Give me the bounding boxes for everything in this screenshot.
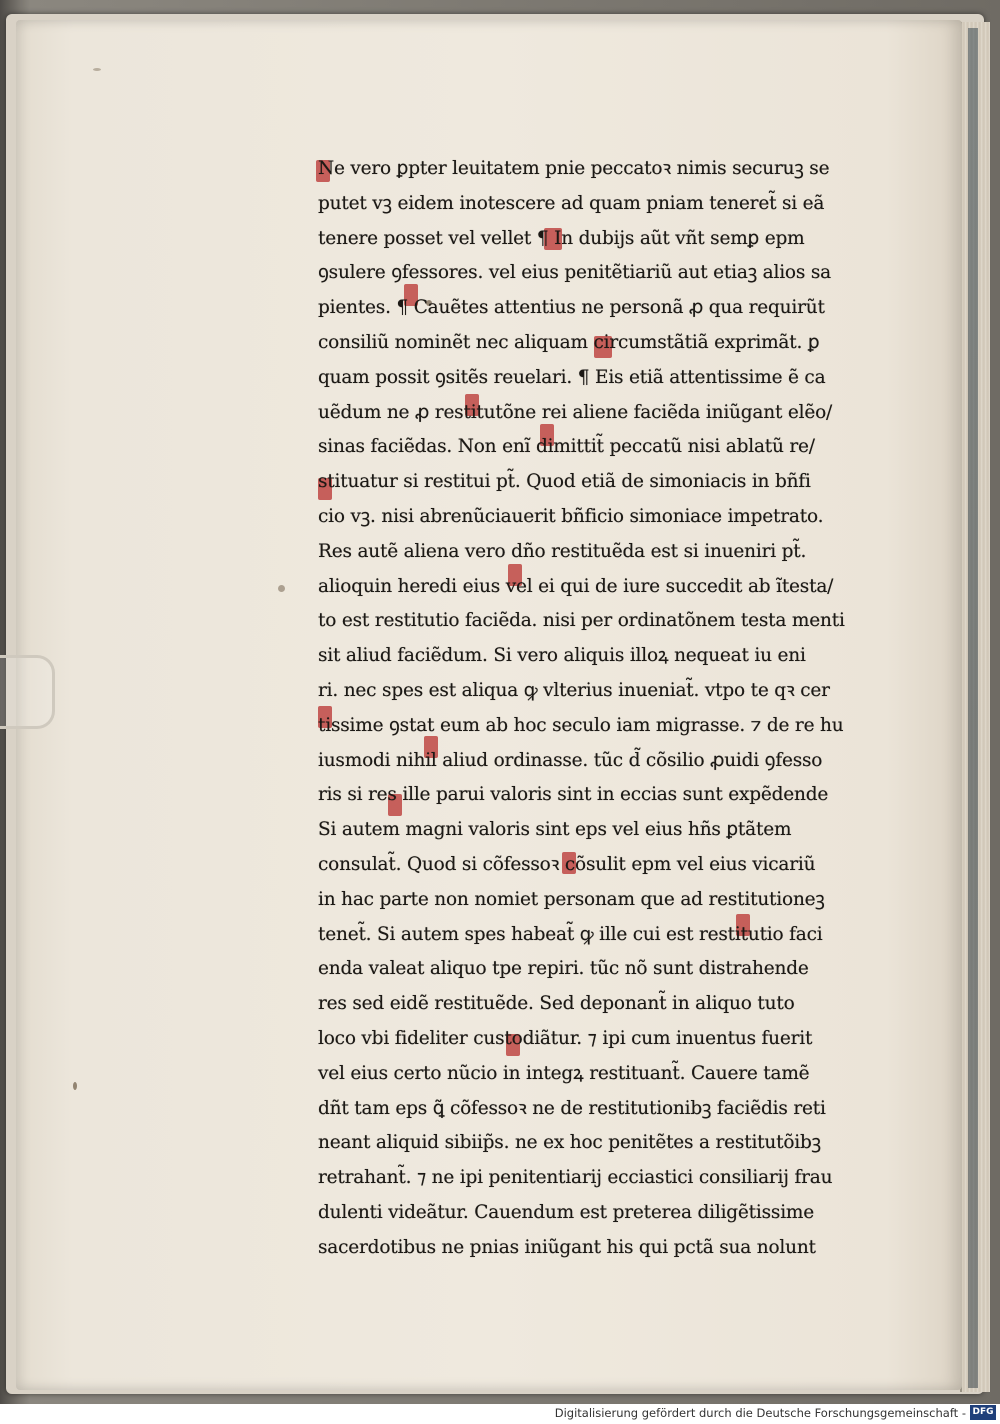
text-line: to est restitutio faciẽda. nisi per ordinatõnem testa menti [318,610,845,632]
text-line: Ne vero ꝑpter leuitatem pnie peccatoꝛ nimis securuꝫ se [318,158,830,179]
text-line: quam possit ꝯsitẽs reuelari. ¶ Eis etiã attentissime ẽ ca [318,366,826,388]
text-line: retrahant̃. ⁊ ne ipi penitentiarij ecciastici consiliarij frau [318,1167,833,1189]
text-line: ꝯsulere ꝯfessores. vel eius penitẽtiariũ aut etiaꝫ alios sa [318,262,831,284]
text-line: neant aliquid sibiip̃s. ne ex hoc penitẽtes a restitutõibꝫ [318,1132,821,1154]
text-line: stituatur si restitui pt̃. Quod etiã de simoniacis in bñfi [318,471,811,493]
text-line: sacerdotibus ne pnias iniũgant his qui pctã sua nolunt [318,1236,816,1258]
text-line: sit aliud faciẽdum. Si vero aliquis illoꝝ nequeat iu eni [318,645,806,667]
text-line: iusmodi nihil aliud ordinasse. tũc d̃ cõsilio ꝓuidi ꝯfesso [318,749,823,771]
text-line: cio vꝫ. nisi abrenũciauerit bñficio simoniace impetrato. [318,505,824,527]
text-line: dñt tam eps ꝗ̃ cõfessoꝛ ne de restitutionibꝫ faciẽdis reti [318,1097,826,1119]
text-line: tissime ꝯstat eum ab hoc seculo iam migrasse. ⁊ de re hu [318,714,844,736]
binding-shadow [968,28,978,1388]
text-line: res sed eidẽ restituẽde. Sed deponant̃ in aliquo tuto [318,993,795,1015]
text-line: Si autem magni valoris sint eps vel eius hñs ꝑtãtem [318,819,792,841]
paper-speck [278,585,285,592]
text-line: vel eius certo nũcio in integꝝ restituant̃. Cauere tamẽ [318,1062,810,1084]
text-line: loco vbi fideliter custodiãtur. ⁊ ipi cum inuentus fuerit [318,1027,813,1049]
text-line: ris si res ille parui valoris sint in eccias sunt expẽdende [318,784,829,806]
text-line: uẽdum ne ꝓ restitutõne rei aliene faciẽda iniũgant elẽo/ [318,401,833,423]
text-line: alioquin heredi eius vel ei qui de iure succedit ab ĩtesta/ [318,575,834,597]
dfg-logo: DFG [970,1405,996,1420]
text-line: dulenti videãtur. Cauendum est preterea diligẽtissime [318,1201,815,1223]
text-line: tenet̃. Si autem spes habeat̃ ꝙ ille cui est restitutio faci [318,923,823,945]
text-line: tenere posset vel vellet ¶ In dubijs aũt vñt semꝑ epm [318,227,805,249]
text-block [318,152,878,1266]
funding-credit: Digitalisierung gefördert durch die Deutsche Forschungsgemeinschaft - [554,1406,966,1420]
text-line: in hac parte non nomiet personam que ad restitutioneꝫ [318,888,825,910]
text-line: consiliũ nominẽt nec aliquam circumstãtiã exprimãt. ꝑ [318,331,820,353]
paper-speck [93,68,101,71]
page-clip [0,655,55,729]
paper-speck [73,1082,77,1090]
text-line: sinas faciẽdas. Non enĩ dimittit̃ peccatũ nisi ablatũ re/ [318,436,815,458]
text-line: putet vꝫ eidem inotescere ad quam pniam teneret̃ si eã [318,192,825,214]
text-line: Res autẽ aliena vero dño restituẽda est si inueniri pt̃. [318,540,807,562]
text-line: pientes. ¶ Cauẽtes attentius ne personã ꝓ qua requirũt [318,297,825,319]
text-line: enda valeat aliquo tpe repiri. tũc nõ sunt distrahende [318,958,809,980]
text-line: consulat̃. Quod si cõfessoꝛ cõsulit epm vel eius vicariũ [318,853,816,875]
text-line: ri. nec spes est aliqua ꝙ vlterius inueniat̃. vtpo te qꝛ cer [318,679,830,701]
